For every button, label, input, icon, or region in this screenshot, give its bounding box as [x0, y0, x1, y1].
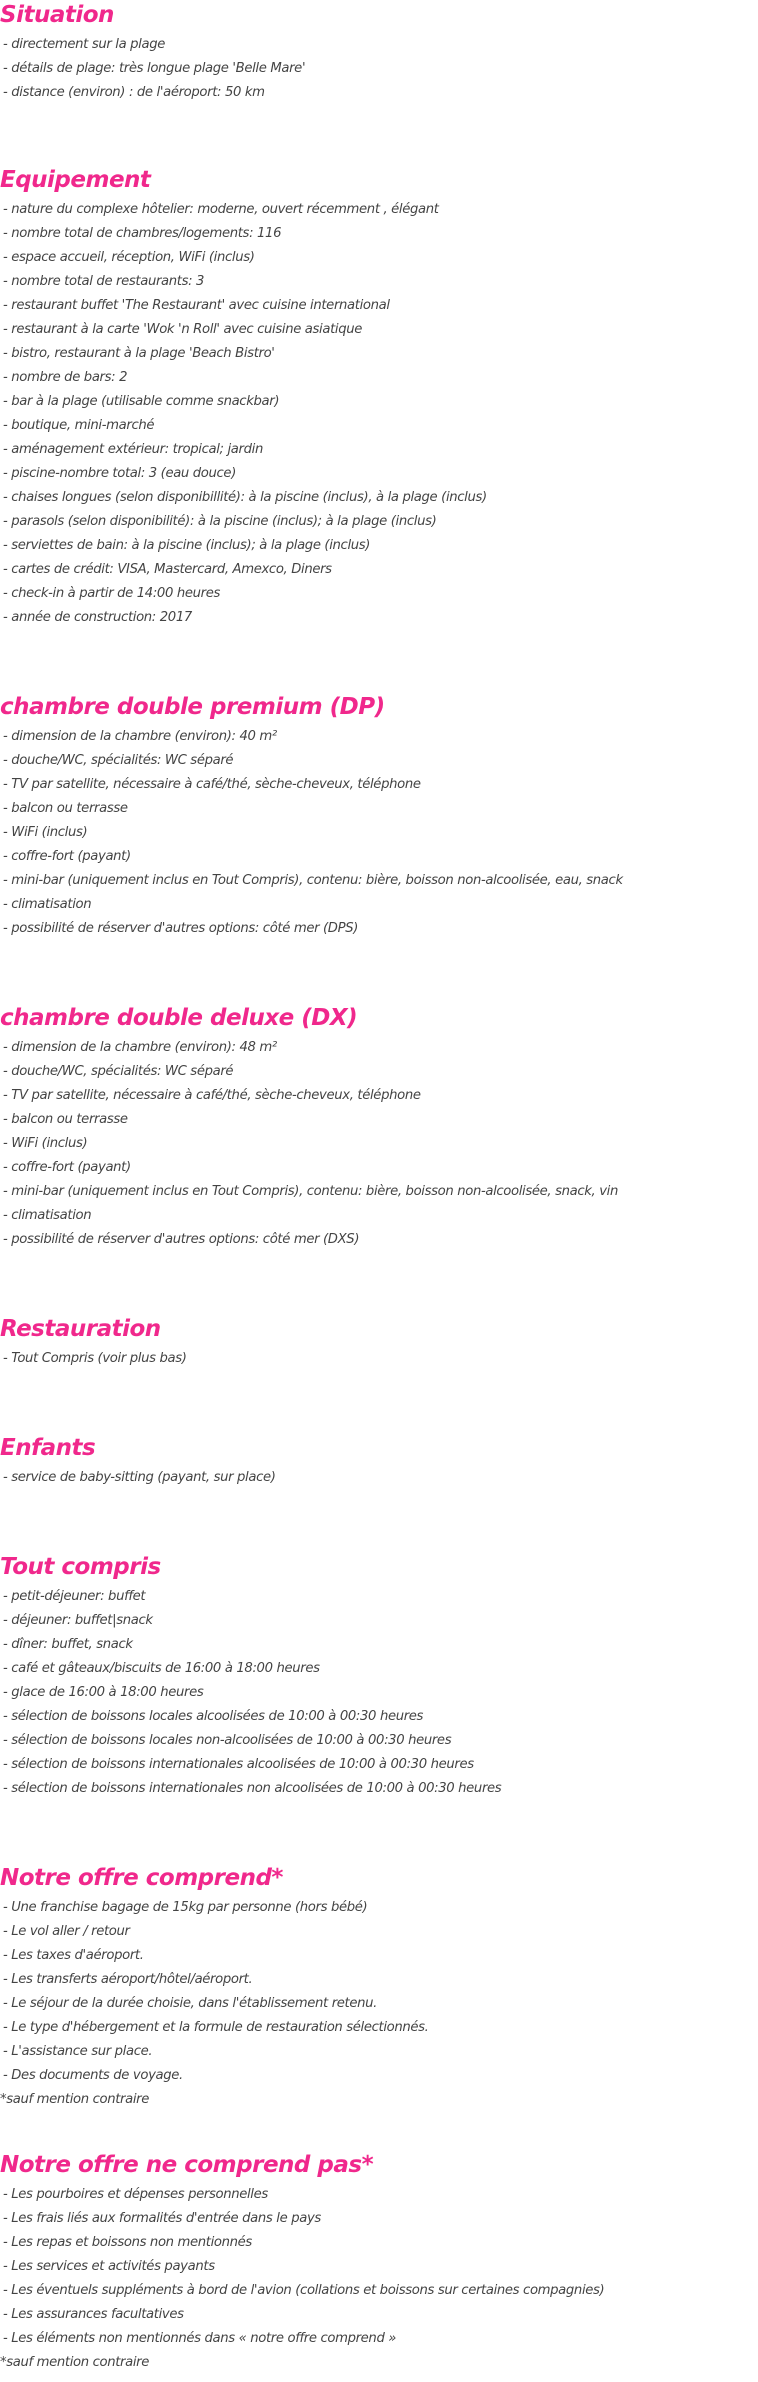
list-item: - détails de plage: très longue plage 'Belle Mare' — [3, 61, 306, 76]
section-title: Enfants — [0, 1435, 96, 1461]
list-item: - Les éventuels suppléments à bord de l'avion (collations et boissons sur certaines compagnies) — [3, 2283, 605, 2298]
list-item: - coffre-fort (payant) — [3, 1160, 131, 1175]
section-title: chambre double premium (DP) — [0, 694, 385, 720]
list-item: - Des documents de voyage. — [3, 2068, 183, 2083]
section-title: Restauration — [0, 1316, 161, 1342]
section-offre-ne-comprend-pas — [0, 2150, 758, 2375]
list-item: - Les frais liés aux formalités d'entrée dans le pays — [3, 2211, 321, 2226]
list-item: - piscine-nombre total: 3 (eau douce) — [3, 466, 236, 481]
list-item: - Le séjour de la durée choisie, dans l'établissement retenu. — [3, 1996, 377, 2011]
list-item: - sélection de boissons internationales non alcoolisées de 10:00 à 00:30 heures — [3, 1781, 502, 1796]
list-item: - douche/WC, spécialités: WC séparé — [3, 1064, 234, 1079]
list-item: - directement sur la plage — [3, 37, 166, 52]
list-item: - dîner: buffet, snack — [3, 1637, 133, 1652]
list-item: - check-in à partir de 14:00 heures — [3, 586, 220, 601]
list-item: - dimension de la chambre (environ): 40 m² — [3, 729, 277, 744]
list-item: - nombre de bars: 2 — [3, 370, 128, 385]
section-tout-compris — [0, 1552, 758, 1801]
list-item: - Le vol aller / retour — [3, 1924, 130, 1939]
list-item: - boutique, mini-marché — [3, 418, 155, 433]
list-item: - possibilité de réserver d'autres options: côté mer (DXS) — [3, 1232, 360, 1247]
list-item: - espace accueil, réception, WiFi (inclus) — [3, 250, 255, 265]
list-item: - serviettes de bain: à la piscine (inclus); à la plage (inclus) — [3, 538, 371, 553]
list-item: - sélection de boissons internationales alcoolisées de 10:00 à 00:30 heures — [3, 1757, 474, 1772]
list-item: - TV par satellite, nécessaire à café/thé, sèche-cheveux, téléphone — [3, 1088, 421, 1103]
list-item: - Les repas et boissons non mentionnés — [3, 2235, 252, 2250]
footnote: *sauf mention contraire — [0, 2355, 150, 2370]
list-item: - climatisation — [3, 1208, 92, 1223]
list-item: - nombre total de chambres/logements: 116 — [3, 226, 282, 241]
section-title: Equipement — [0, 167, 151, 193]
list-item: - Les services et activités payants — [3, 2259, 215, 2274]
list-item: - Tout Compris (voir plus bas) — [3, 1351, 187, 1366]
list-item: - distance (environ) : de l'aéroport: 50 km — [3, 85, 265, 100]
list-item: - petit-déjeuner: buffet — [3, 1589, 146, 1604]
list-item: - sélection de boissons locales non-alcoolisées de 10:00 à 00:30 heures — [3, 1733, 452, 1748]
section-restauration — [0, 1314, 758, 1371]
list-item: - sélection de boissons locales alcoolisées de 10:00 à 00:30 heures — [3, 1709, 424, 1724]
list-item: - Les taxes d'aéroport. — [3, 1948, 144, 1963]
section-title: Notre offre ne comprend pas* — [0, 2152, 374, 2178]
item-list — [0, 2183, 758, 2375]
item-list — [0, 1036, 758, 1252]
list-item: - Les éléments non mentionnés dans « notre offre comprend » — [3, 2331, 397, 2346]
list-item: - cartes de crédit: VISA, Mastercard, Amexco, Diners — [3, 562, 332, 577]
list-item: - nombre total de restaurants: 3 — [3, 274, 205, 289]
list-item: - restaurant buffet 'The Restaurant' avec cuisine international — [3, 298, 390, 313]
section-enfants — [0, 1433, 758, 1490]
footnote: *sauf mention contraire — [0, 2092, 150, 2107]
list-item: - Les assurances facultatives — [3, 2307, 184, 2322]
list-item: - aménagement extérieur: tropical; jardin — [3, 442, 263, 457]
section-title: chambre double deluxe (DX) — [0, 1005, 358, 1031]
item-list — [0, 1896, 758, 2112]
item-list — [0, 198, 758, 630]
list-item: - balcon ou terrasse — [3, 1112, 128, 1127]
list-item: - climatisation — [3, 897, 92, 912]
list-item: - mini-bar (uniquement inclus en Tout Compris), contenu: bière, boisson non-alcoolisée, snack, vin — [3, 1184, 619, 1199]
list-item: - dimension de la chambre (environ): 48 m² — [3, 1040, 277, 1055]
list-item: - Le type d'hébergement et la formule de restauration sélectionnés. — [3, 2020, 429, 2035]
list-item: - glace de 16:00 à 18:00 heures — [3, 1685, 204, 1700]
list-item: - Une franchise bagage de 15kg par personne (hors bébé) — [3, 1900, 368, 1915]
item-list — [0, 1466, 758, 1490]
list-item: - bar à la plage (utilisable comme snackbar) — [3, 394, 280, 409]
list-item: - année de construction: 2017 — [3, 610, 192, 625]
item-list — [0, 33, 758, 105]
section-chambre-premium — [0, 692, 758, 941]
list-item: - coffre-fort (payant) — [3, 849, 131, 864]
list-item: - café et gâteaux/biscuits de 16:00 à 18:00 heures — [3, 1661, 320, 1676]
list-item: - TV par satellite, nécessaire à café/thé, sèche-cheveux, téléphone — [3, 777, 421, 792]
list-item: - WiFi (inclus) — [3, 825, 88, 840]
list-item: - parasols (selon disponibilité): à la piscine (inclus); à la plage (inclus) — [3, 514, 437, 529]
section-equipement — [0, 165, 758, 630]
section-offre-comprend — [0, 1863, 758, 2112]
list-item: - chaises longues (selon disponibillité): à la piscine (inclus), à la plage (inclus) — [3, 490, 487, 505]
section-title: Tout compris — [0, 1554, 161, 1580]
list-item: - mini-bar (uniquement inclus en Tout Compris), contenu: bière, boisson non-alcoolisée, eau, snack — [3, 873, 623, 888]
list-item: - WiFi (inclus) — [3, 1136, 88, 1151]
list-item: - service de baby-sitting (payant, sur place) — [3, 1470, 276, 1485]
list-item: - Les pourboires et dépenses personnelles — [3, 2187, 268, 2202]
item-list — [0, 1347, 758, 1371]
item-list — [0, 1585, 758, 1801]
section-title: Notre offre comprend* — [0, 1865, 283, 1891]
section-chambre-deluxe — [0, 1003, 758, 1252]
list-item: - balcon ou terrasse — [3, 801, 128, 816]
section-title: Situation — [0, 2, 114, 28]
list-item: - nature du complexe hôtelier: moderne, ouvert récemment , élégant — [3, 202, 439, 217]
list-item: - déjeuner: buffet|snack — [3, 1613, 153, 1628]
list-item: - restaurant à la carte 'Wok 'n Roll' avec cuisine asiatique — [3, 322, 363, 337]
item-list — [0, 725, 758, 941]
list-item: - possibilité de réserver d'autres options: côté mer (DPS) — [3, 921, 359, 936]
list-item: - douche/WC, spécialités: WC séparé — [3, 753, 234, 768]
list-item: - L'assistance sur place. — [3, 2044, 153, 2059]
list-item: - bistro, restaurant à la plage 'Beach Bistro' — [3, 346, 275, 361]
section-situation — [0, 0, 758, 105]
list-item: - Les transferts aéroport/hôtel/aéroport. — [3, 1972, 253, 1987]
